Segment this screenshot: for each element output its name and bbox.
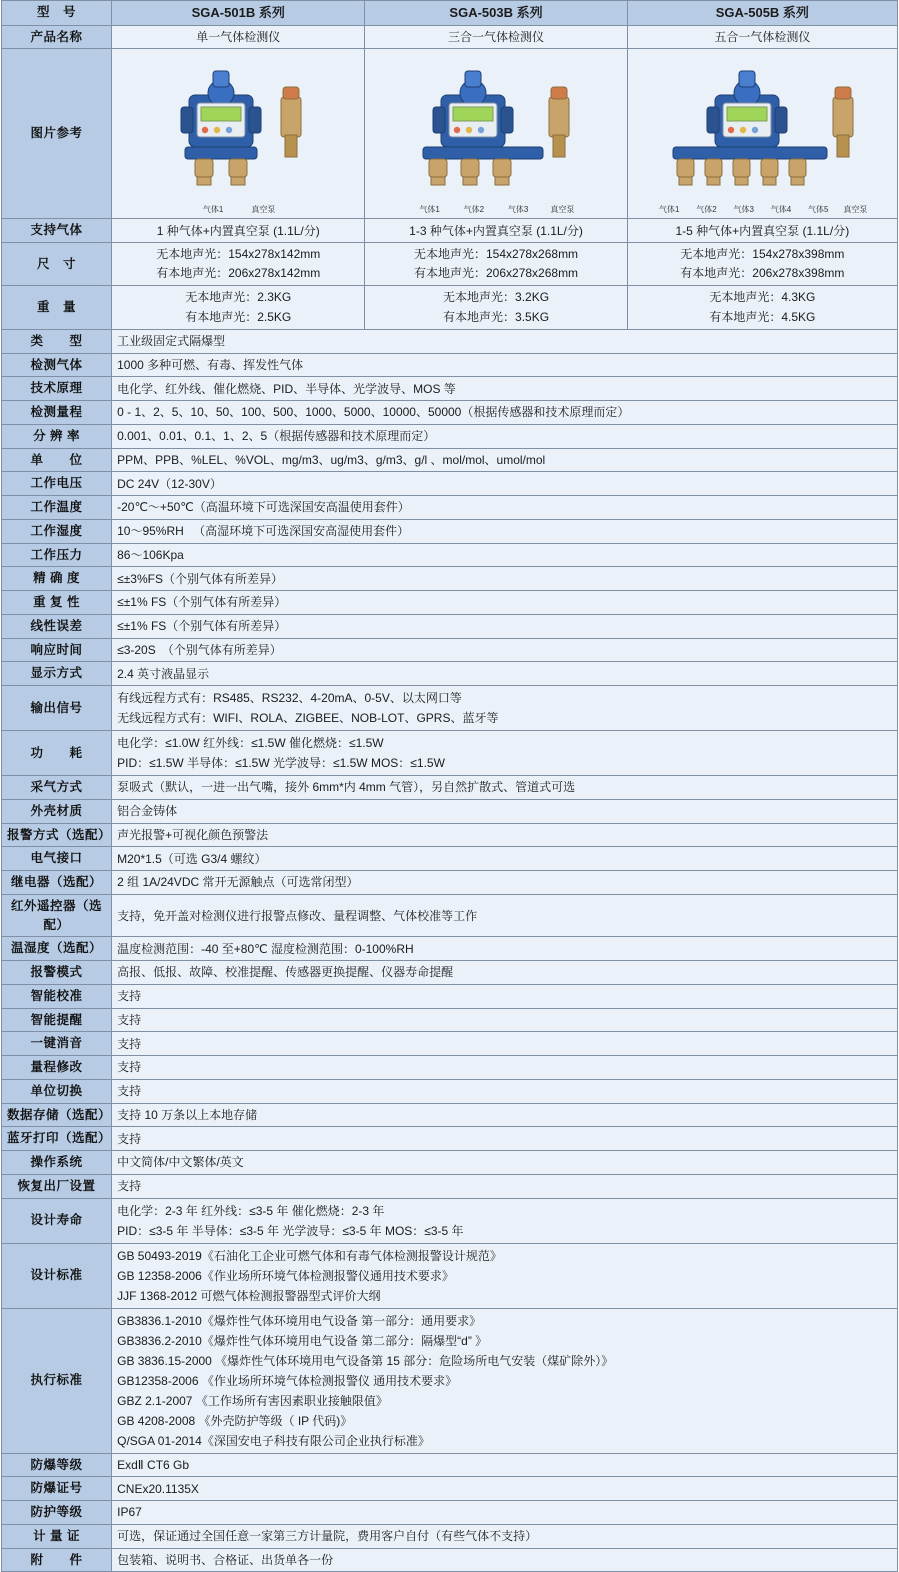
row-value-smart-calibration: 支持	[112, 984, 898, 1008]
table-row-principle	[2, 377, 898, 401]
lifetime-line-2: PID：≤3-5 年 半导体：≤3-5 年 光学波导：≤3-5 年 MOS：≤3-5 年	[117, 1223, 464, 1238]
detector-drawing-2	[381, 51, 611, 199]
table-row-repeatability	[2, 591, 898, 615]
row-label-ir-remote: 红外遥控器（选配）	[2, 894, 112, 937]
row-value-linearity: ≤±1% FS（个别气体有所差异）	[112, 614, 898, 638]
table-row-shell-material	[2, 799, 898, 823]
table-row-alarm-mode	[2, 961, 898, 985]
row-value-display: 2.4 英寸液晶显示	[112, 662, 898, 686]
table-row-lifetime	[2, 1198, 898, 1243]
image-legend-2: 气体1 气体2 气体3 真空泵	[419, 205, 575, 215]
table-row-linearity	[2, 614, 898, 638]
weight-2: 无本地声光：3.2KG 有本地声光：3.5KG	[365, 286, 627, 329]
row-label-humidity: 工作湿度	[2, 519, 112, 543]
row-value-temperature: -20℃～+50℃（高温环境下可选深国安高温使用套件）	[112, 496, 898, 520]
row-value-temp-humidity-option: 温度检测范围：-40 至+80℃ 湿度检测范围：0-100%RH	[112, 937, 898, 961]
table-row-smart-reminder	[2, 1008, 898, 1032]
detector-drawing-1	[133, 51, 343, 199]
support-gas-2: 1-3 种气体+内置真空泵 (1.1L/分)	[365, 219, 627, 243]
table-row-resolution	[2, 424, 898, 448]
table-row-os	[2, 1151, 898, 1175]
row-value-sampling: 泵吸式（默认，一进一出气嘴，接外 6mm*内 4mm 气管），另自然扩散式、管道式可选	[112, 776, 898, 800]
exec-standard-item: GB 4208-2008 《外壳防护等级（ IP 代码)》	[117, 1413, 353, 1428]
row-value-unit-switch: 支持	[112, 1079, 898, 1103]
row-label-bluetooth-print: 蓝牙打印（选配）	[2, 1127, 112, 1151]
row-value-shell-material: 铝合金铸体	[112, 799, 898, 823]
specification-table	[1, 0, 898, 1572]
row-label-unit-switch: 单位切换	[2, 1079, 112, 1103]
row-value-principle: 电化学、红外线、催化燃烧、PID、半导体、光学波导、MOS 等	[112, 377, 898, 401]
row-value-ir-remote: 支持，免开盖对检测仪进行报警点修改、量程调整、气体校准等工作	[112, 894, 898, 937]
model-3: SGA-505B 系列	[627, 1, 897, 26]
row-value-voltage: DC 24V（12-30V）	[112, 472, 898, 496]
table-row-range-modify	[2, 1056, 898, 1080]
exec-standard-item: GB12358-2006 《作业场所环境气体检测报警仪 通用技术要求》	[117, 1373, 458, 1388]
row-value-alarm-type: 声光报警+可视化颜色预警法	[112, 823, 898, 847]
table-row-voltage	[2, 472, 898, 496]
table-row-metrology-cert	[2, 1524, 898, 1548]
row-label-range: 检测量程	[2, 401, 112, 425]
row-value-type: 工业级固定式隔爆型	[112, 329, 898, 353]
row-value-electrical-interface: M20*1.5（可选 G3/4 螺纹）	[112, 847, 898, 871]
row-label-os: 操作系统	[2, 1151, 112, 1175]
row-label-ex-grade: 防爆等级	[2, 1453, 112, 1477]
row-label-unit: 单 位	[2, 448, 112, 472]
table-row-sampling	[2, 776, 898, 800]
output-wired: 有线远程方式有：RS485、RS232、4-20mA、0-5V、以太网口等	[117, 691, 462, 705]
table-row-pressure	[2, 543, 898, 567]
product-image-3	[627, 49, 897, 219]
row-value-repeatability: ≤±1% FS（个别气体有所差异）	[112, 591, 898, 615]
table-row-relay	[2, 871, 898, 895]
row-label-output-signal: 输出信号	[2, 686, 112, 731]
detector-drawing-3	[637, 51, 887, 199]
row-label-detect-gas: 检测气体	[2, 353, 112, 377]
exec-standard-item: GB3836.2-2010《爆炸性气体环境用电气设备 第二部分：隔爆型“d” 》	[117, 1333, 488, 1348]
table-row-data-storage	[2, 1103, 898, 1127]
support-gas-1: 1 种气体+内置真空泵 (1.1L/分)	[112, 219, 365, 243]
row-value-bluetooth-print: 支持	[112, 1127, 898, 1151]
row-value-one-key-mute: 支持	[112, 1032, 898, 1056]
table-row-design-standard	[2, 1243, 898, 1308]
support-gas-3: 1-5 种气体+内置真空泵 (1.1L/分)	[627, 219, 897, 243]
table-row-one-key-mute	[2, 1032, 898, 1056]
table-row-image	[2, 49, 898, 219]
table-row-bluetooth-print	[2, 1127, 898, 1151]
table-row-model	[2, 1, 898, 26]
row-value-os: 中文简体/中文繁体/英文	[112, 1151, 898, 1175]
row-value-unit: PPM、PPB、%LEL、%VOL、mg/m3、ug/m3、g/m3、g/l 、mol/mol、umol/mol	[112, 448, 898, 472]
row-label-alarm-type: 报警方式（选配）	[2, 823, 112, 847]
row-label-principle: 技术原理	[2, 377, 112, 401]
output-wireless: 无线远程方式有：WIFI、ROLA、ZIGBEE、NOB-LOT、GPRS、蓝牙等	[117, 711, 499, 725]
table-row-factory-reset	[2, 1174, 898, 1198]
table-row-ir-remote	[2, 894, 898, 937]
product-image-1	[112, 49, 365, 219]
table-row-ip-grade	[2, 1501, 898, 1525]
row-label-resolution: 分 辨 率	[2, 424, 112, 448]
row-value-detect-gas: 1000 多种可燃、有毒、挥发性气体	[112, 353, 898, 377]
design-standard-item: GB 12358-2006《作业场所环境气体检测报警仪通用技术要求》	[117, 1268, 454, 1283]
row-label-factory-reset: 恢复出厂设置	[2, 1174, 112, 1198]
row-label-relay: 继电器（选配）	[2, 871, 112, 895]
size-3: 无本地声光：154x278x398mm 有本地声光：206x278x398mm	[627, 243, 897, 286]
row-label-product-name: 产品名称	[2, 25, 112, 49]
row-value-relay: 2 组 1A/24VDC 常开无源触点（可选常闭型）	[112, 871, 898, 895]
table-row-accessories	[2, 1548, 898, 1572]
row-value-pressure: 86～106Kpa	[112, 543, 898, 567]
table-row-detect-gas	[2, 353, 898, 377]
row-value-range-modify: 支持	[112, 1056, 898, 1080]
image-legend-3: 气体1 气体2 气体3 气体4 气体5 真空泵	[659, 205, 868, 215]
row-label-data-storage: 数据存储（选配）	[2, 1103, 112, 1127]
row-value-ex-cert: CNEx20.1135X	[112, 1477, 898, 1501]
design-standard-item: GB 50493-2019《石油化工企业可燃气体和有毒气体检测报警设计规范》	[117, 1248, 502, 1263]
row-label-size: 尺 寸	[2, 243, 112, 286]
table-row-electrical-interface	[2, 847, 898, 871]
exec-standard-item: GBZ 2.1-2007 《工作场所有害因素职业接触限值》	[117, 1393, 388, 1408]
table-row-smart-calibration	[2, 984, 898, 1008]
exec-standard-item: GB 3836.15-2000 《爆炸性气体环境用电气设备第 15 部分：危险场所电气安装（煤矿除外）》	[117, 1353, 614, 1368]
row-label-pressure: 工作压力	[2, 543, 112, 567]
row-label-ex-cert: 防爆证号	[2, 1477, 112, 1501]
row-label-sampling: 采气方式	[2, 776, 112, 800]
row-label-range-modify: 量程修改	[2, 1056, 112, 1080]
table-row-ex-grade	[2, 1453, 898, 1477]
table-row-temp-humidity-option	[2, 937, 898, 961]
row-value-accuracy: ≤±3%FS（个别气体有所差异）	[112, 567, 898, 591]
size-1: 无本地声光：154x278x142mm 有本地声光：206x278x142mm	[112, 243, 365, 286]
row-label-ip-grade: 防护等级	[2, 1501, 112, 1525]
row-label-metrology-cert: 计 量 证	[2, 1524, 112, 1548]
weight-3: 无本地声光：4.3KG 有本地声光：4.5KG	[627, 286, 897, 329]
table-row-ex-cert	[2, 1477, 898, 1501]
table-row-unit	[2, 448, 898, 472]
image-legend-1: 气体1 真空泵	[202, 205, 276, 215]
row-value-factory-reset: 支持	[112, 1174, 898, 1198]
row-value-ip-grade: IP67	[112, 1501, 898, 1525]
row-label-alarm-mode: 报警模式	[2, 961, 112, 985]
power-line-2: PID：≤1.5W 半导体：≤1.5W 光学波导：≤1.5W MOS：≤1.5W	[117, 756, 445, 770]
product-image-2	[365, 49, 627, 219]
row-label-accuracy: 精 确 度	[2, 567, 112, 591]
row-label-smart-calibration: 智能校准	[2, 984, 112, 1008]
row-value-metrology-cert: 可选，保证通过全国任意一家第三方计量院，费用客户自付（有些气体不支持）	[112, 1524, 898, 1548]
exec-standard-item: GB3836.1-2010《爆炸性气体环境用电气设备 第一部分：通用要求》	[117, 1313, 482, 1328]
row-label-temp-humidity-option: 温湿度（选配）	[2, 937, 112, 961]
product-name-1: 单一气体检测仪	[112, 25, 365, 49]
row-label-support-gas: 支持气体	[2, 219, 112, 243]
row-label-one-key-mute: 一键消音	[2, 1032, 112, 1056]
row-label-exec-standard: 执行标准	[2, 1308, 112, 1453]
row-label-shell-material: 外壳材质	[2, 799, 112, 823]
model-2: SGA-503B 系列	[365, 1, 627, 26]
row-label-model: 型 号	[2, 1, 112, 26]
table-row-product-name	[2, 25, 898, 49]
table-row-unit-switch	[2, 1079, 898, 1103]
weight-1: 无本地声光：2.3KG 有本地声光：2.5KG	[112, 286, 365, 329]
row-label-response-time: 响应时间	[2, 638, 112, 662]
power-line-1: 电化学：≤1.0W 红外线：≤1.5W 催化燃烧：≤1.5W	[117, 736, 384, 750]
row-value-ex-grade: ExdⅡ CT6 Gb	[112, 1453, 898, 1477]
row-value-response-time: ≤3-20S （个别气体有所差异）	[112, 638, 898, 662]
row-value-alarm-mode: 高报、低报、故障、校准提醒、传感器更换提醒、仪器寿命提醒	[112, 961, 898, 985]
lifetime-line-1: 电化学：2-3 年 红外线：≤3-5 年 催化燃烧：2-3 年	[117, 1203, 385, 1218]
table-row-display	[2, 662, 898, 686]
table-row-output-signal	[2, 686, 898, 731]
row-value-resolution: 0.001、0.01、0.1、1、2、5（根据传感器和技术原理而定）	[112, 424, 898, 448]
row-label-design-standard: 设计标准	[2, 1243, 112, 1308]
row-label-lifetime: 设计寿命	[2, 1198, 112, 1243]
table-row-alarm-type	[2, 823, 898, 847]
table-row-range	[2, 401, 898, 425]
design-standard-item: JJF 1368-2012 可燃气体检测报警器型式评价大纲	[117, 1288, 381, 1303]
table-row-type	[2, 329, 898, 353]
row-label-linearity: 线性误差	[2, 614, 112, 638]
table-row-weight	[2, 286, 898, 329]
row-value-smart-reminder: 支持	[112, 1008, 898, 1032]
row-label-accessories: 附 件	[2, 1548, 112, 1572]
row-value-output-signal	[112, 686, 898, 731]
row-label-type: 类 型	[2, 329, 112, 353]
table-row-exec-standard	[2, 1308, 898, 1453]
size-2: 无本地声光：154x278x268mm 有本地声光：206x278x268mm	[365, 243, 627, 286]
table-row-accuracy	[2, 567, 898, 591]
product-name-2: 三合一气体检测仪	[365, 25, 627, 49]
row-label-power: 功 耗	[2, 731, 112, 776]
product-name-3: 五合一气体检测仪	[627, 25, 897, 49]
row-value-lifetime	[112, 1198, 898, 1243]
row-value-data-storage: 支持 10 万条以上本地存储	[112, 1103, 898, 1127]
row-label-voltage: 工作电压	[2, 472, 112, 496]
row-label-image: 图片参考	[2, 49, 112, 219]
row-value-range: 0 - 1、2、5、10、50、100、500、1000、5000、10000、50000（根据传感器和技术原理而定）	[112, 401, 898, 425]
row-value-design-standard	[112, 1243, 898, 1308]
row-label-electrical-interface: 电气接口	[2, 847, 112, 871]
row-label-temperature: 工作温度	[2, 496, 112, 520]
table-row-power	[2, 731, 898, 776]
row-label-display: 显示方式	[2, 662, 112, 686]
row-label-weight: 重 量	[2, 286, 112, 329]
table-row-support-gas	[2, 219, 898, 243]
table-row-response-time	[2, 638, 898, 662]
exec-standard-item: Q/SGA 01-2014《深国安电子科技有限公司企业执行标准》	[117, 1433, 430, 1448]
row-value-exec-standard	[112, 1308, 898, 1453]
table-row-humidity	[2, 519, 898, 543]
row-label-repeatability: 重 复 性	[2, 591, 112, 615]
model-1: SGA-501B 系列	[112, 1, 365, 26]
row-label-smart-reminder: 智能提醒	[2, 1008, 112, 1032]
table-row-size	[2, 243, 898, 286]
row-value-power	[112, 731, 898, 776]
row-value-accessories: 包装箱、说明书、合格证、出货单各一份	[112, 1548, 898, 1572]
table-row-temperature	[2, 496, 898, 520]
row-value-humidity: 10～95%RH （高湿环境下可选深国安高湿使用套件）	[112, 519, 898, 543]
